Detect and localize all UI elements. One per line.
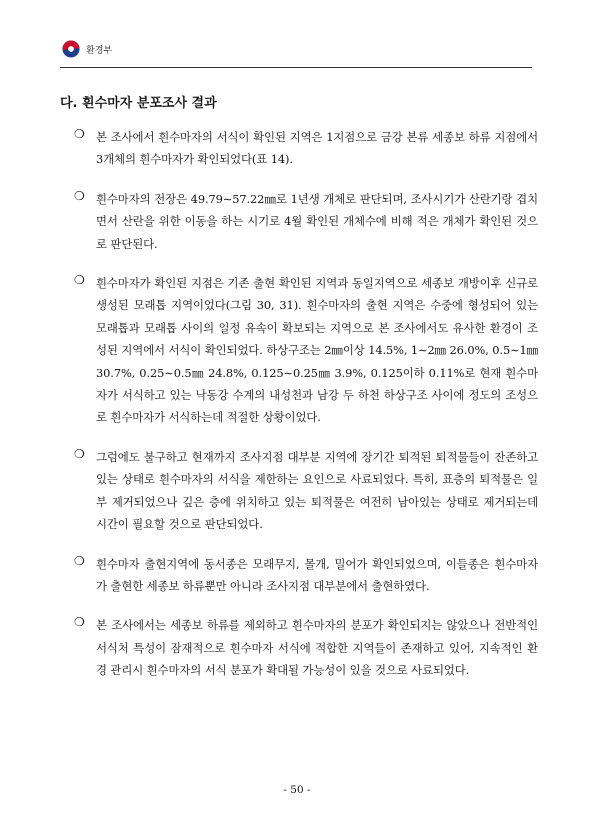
bullet-list	[60, 126, 538, 699]
bullet-icon: ❍	[74, 553, 85, 568]
page-number: - 50 -	[283, 784, 311, 796]
list-item	[60, 446, 538, 536]
item-text: 흰수마자가 확인된 지점은 기존 출현 확인된 지역과 동일지역으로 세종보 개방이후 신규로 생성된 모래톱 지역이었다(그림 30, 31). 흰수마자의 출현 지역은 수중에 형성되어 있는 모래톱과 모래톱 사이의 일정 유속이 확보되는 지역으로 본 조사에서도 유사한 환경이 조성된 지역에서 서식이 확인되었다. 하상구조는 2㎜이상 14.5%, 1∼2㎜ 26.0%, 0.5∼1㎜ 30.7%, 0.25∼0.5㎜ 24.8%, 0.125∼0.25㎜ 3.9%, 0.125이하 0.11%로 현재 흰수마자가 서식하고 있는 낙동강 수계의 내성천과 남강 두 하천 하상구조 사이에 정도의 조성으로 흰수마자가 서식하는데 적절한 상황이었다.	[96, 276, 538, 425]
bullet-icon: ❍	[74, 273, 85, 288]
list-item	[60, 272, 538, 429]
item-text: 흰수마자 출현지역에 동서종은 모래무지, 몰개, 밀어가 확인되었으며, 이들종은 흰수마자가 출현한 세종보 하류뿐만 아니라 조사지점 대부분에서 출현하였다.	[96, 556, 538, 593]
item-text: 흰수마자의 전장은 49.79∼57.22㎜로 1년생 개체로 판단되며, 조사시기가 산란기랑 겹치면서 산란을 위한 이동을 하는 시기로 4월 확인된 개체수에 비해 적은 개체가 확인된 것으로 판단된다.	[96, 191, 538, 251]
item-text: 본 조사에서는 세종보 하류를 제외하고 흰수마자의 분포가 확인되지는 않았으나 전반적인 서식처 특성이 잠재적으로 흰수마자 서식에 적합한 지역들이 존재하고 있어, 지속적인 환경 관리시 흰수마자의 서식 분포가 확대될 가능성이 있을 것으로 사료되었다.	[96, 618, 538, 678]
government-logo-icon	[62, 40, 80, 58]
bullet-icon: ❍	[74, 615, 85, 630]
list-item	[60, 126, 538, 171]
org-name: 환경부	[86, 45, 113, 56]
header-divider	[60, 67, 532, 68]
bullet-icon: ❍	[74, 127, 85, 141]
item-text: 그럼에도 불구하고 현재까지 조사지점 대부분 지역에 장기간 퇴적된 퇴적물들이 잔존하고 있는 상태로 흰수마자의 서식을 제한하는 요인으로 사료되었다. 특히, 표층의 퇴적물은 일부 제거되었으나 깊은 층에 위치하고 있는 퇴적물은 여전히 남아있는 상태로 제거되는데 시간이 필요할 것으로 판단되었다.	[96, 449, 538, 532]
section-title: 다. 흰수마자 분포조사 결과	[60, 96, 217, 111]
list-item	[60, 553, 538, 598]
item-text: 본 조사에서 흰수마자의 서식이 확인된 지역은 1지점으로 금강 본류 세종보 하류 지점에서 3개체의 흰수마자가 확인되었다(표 14).	[96, 130, 538, 167]
bullet-icon: ❍	[74, 188, 85, 203]
list-item	[60, 614, 538, 681]
page-header	[62, 40, 112, 58]
list-item	[60, 188, 538, 255]
bullet-icon: ❍	[74, 446, 85, 461]
